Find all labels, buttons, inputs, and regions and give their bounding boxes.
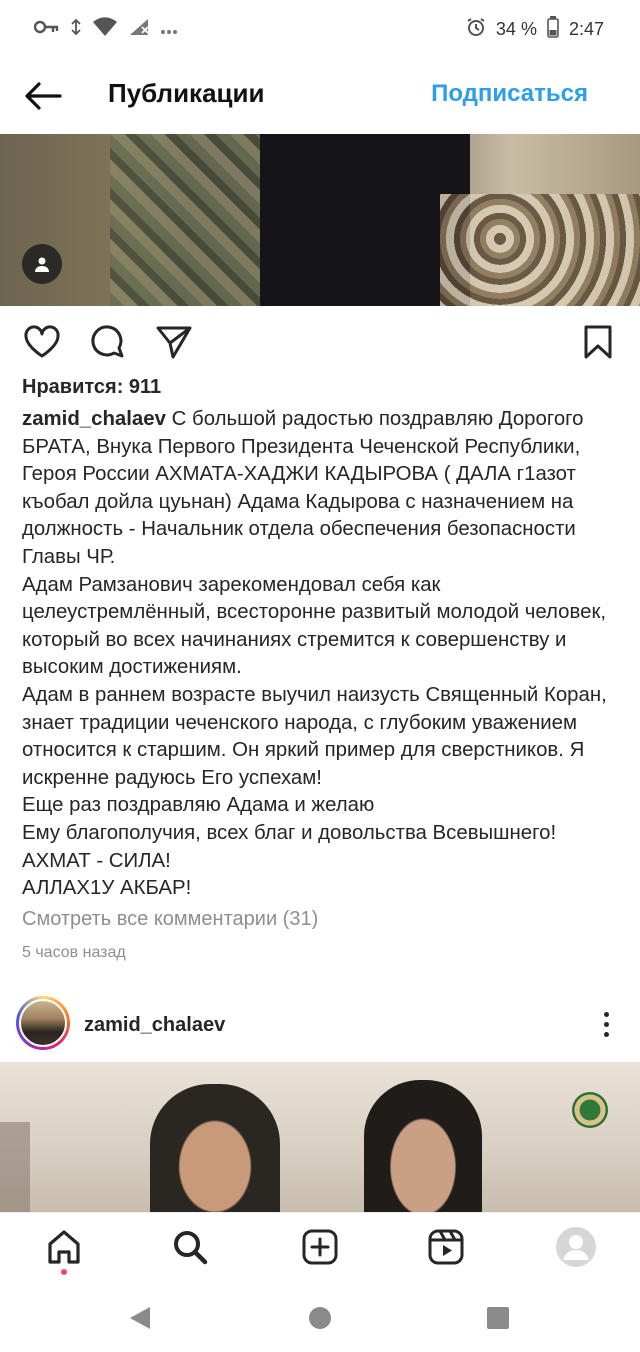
page-title: Публикации	[108, 78, 265, 108]
post-image[interactable]	[0, 134, 640, 306]
image-region-left	[0, 1122, 30, 1212]
person-icon	[33, 255, 51, 273]
caption-line: Еще раз поздравляю Адама и желаю	[22, 794, 375, 817]
system-back-button[interactable]	[126, 1304, 154, 1332]
caption-line: БРАТА, Внука Первого Президента Чеченской Республики,	[22, 435, 581, 458]
paper-plane-icon	[155, 324, 193, 360]
system-navigation	[0, 1282, 640, 1352]
story-ring[interactable]	[16, 996, 70, 1050]
caption-line: который во всех начинаниях стремится к совершенству и	[22, 628, 567, 651]
like-button[interactable]	[22, 322, 62, 362]
caption-line: знает традиции чеченского народа, с глубоким уважением	[22, 711, 577, 734]
system-home-button[interactable]	[306, 1304, 334, 1332]
emblem-icon	[572, 1092, 608, 1128]
caption-line: относится к старшим. Он яркий пример для сверстников. Я	[22, 739, 585, 762]
caption-line: АХМАТ - СИЛА!	[22, 849, 171, 872]
create-post-icon	[301, 1228, 339, 1266]
next-post-username[interactable]: zamid_chalaev	[84, 1014, 226, 1036]
more-vertical-icon	[604, 1012, 609, 1017]
more-dots-icon	[160, 19, 178, 40]
system-recents-button[interactable]	[484, 1304, 512, 1332]
post-timestamp: 5 часов назад	[22, 944, 126, 961]
user-tag-button[interactable]	[22, 244, 62, 284]
nav-reels[interactable]	[424, 1225, 468, 1269]
post-actions	[0, 318, 640, 366]
caption-line: Адам Рамзанович зарекомендовал себя как	[22, 573, 441, 596]
heart-icon	[23, 325, 61, 359]
home-icon	[45, 1228, 83, 1266]
wifi-icon	[92, 17, 118, 42]
reels-icon	[427, 1228, 465, 1266]
status-bar	[0, 0, 640, 58]
view-all-comments-link[interactable]: Смотреть все комментарии (31)	[22, 908, 319, 930]
follow-button[interactable]: Подписаться	[431, 80, 588, 107]
caption-line: целеустремлённый, всесторонне развитый молодой человек,	[22, 601, 607, 624]
bookmark-icon	[583, 324, 613, 360]
next-post-header	[0, 994, 640, 1056]
alarm-icon	[466, 17, 486, 42]
image-region-camouflage	[110, 134, 260, 306]
caption-line: Главы ЧР.	[22, 545, 116, 568]
bottom-navigation	[0, 1212, 640, 1282]
nav-create[interactable]	[298, 1225, 342, 1269]
caption-line: Адам в раннем возрасте выучил наизусть Священный Коран,	[22, 683, 607, 706]
image-region-dark-suit	[260, 134, 470, 306]
next-post-image[interactable]	[0, 1062, 640, 1212]
battery-percent: 34 %	[495, 18, 537, 39]
caption-line: должность - Начальник отдела обеспечения безопасности	[22, 518, 576, 541]
nav-profile[interactable]	[554, 1225, 598, 1269]
status-right	[466, 16, 604, 43]
image-region-person-left	[150, 1084, 280, 1212]
caption-line: Героя России АХМАТА-ХАДЖИ КАДЫРОВА ( ДАЛА г1азот	[22, 463, 576, 486]
caption-line: Ему благополучия, всех благ и довольства Всевышнего!	[22, 821, 557, 844]
caption-line: искренне радуюсь Его успехам!	[22, 766, 322, 789]
image-region-carpet	[440, 194, 640, 306]
likes-count[interactable]: Нравится: 911	[22, 376, 162, 398]
clock: 2:47	[568, 18, 604, 39]
comment-button[interactable]	[88, 322, 128, 362]
post-caption	[22, 406, 622, 903]
more-options-button[interactable]	[594, 1006, 618, 1042]
back-button[interactable]	[22, 76, 64, 116]
battery-icon	[547, 16, 559, 43]
caption-line: къобал дойла цуьнан) Адама Кадырова с назначением на	[22, 490, 574, 513]
back-triangle-icon	[128, 1305, 152, 1331]
caption-author[interactable]: zamid_chalaev	[22, 408, 166, 430]
top-bar	[0, 58, 640, 134]
avatar	[19, 999, 67, 1047]
arrow-left-icon	[24, 82, 62, 110]
comment-bubble-icon	[89, 323, 127, 361]
notification-dot	[61, 1269, 67, 1275]
signal-icon	[70, 18, 82, 41]
nav-home[interactable]	[42, 1225, 86, 1269]
search-icon	[171, 1228, 209, 1266]
recents-square-icon	[486, 1306, 510, 1330]
caption-line: zamid_chalaev С большой радостью поздравляю Дорогого	[22, 408, 584, 430]
share-button[interactable]	[154, 322, 194, 362]
profile-avatar	[555, 1226, 597, 1268]
signal-off-icon	[128, 17, 150, 42]
caption-line: АЛЛАХ1У АКБАР!	[22, 877, 192, 900]
caption-line: высоким достижениям.	[22, 656, 242, 679]
image-region-person-right	[364, 1080, 482, 1212]
home-circle-icon	[308, 1306, 332, 1330]
nav-search[interactable]	[168, 1225, 212, 1269]
key-icon	[34, 19, 60, 40]
status-left	[34, 17, 178, 42]
save-button[interactable]	[578, 322, 618, 362]
